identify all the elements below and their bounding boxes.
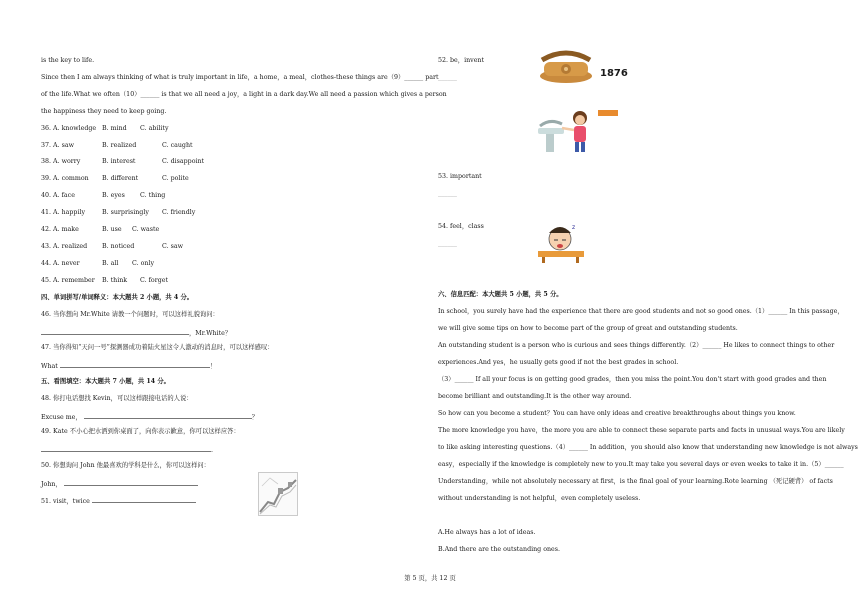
question-48-prefix: Excuse me， — [41, 414, 82, 421]
section-6-heading: 六、信息匹配：本大题共 5 小题，共 5 分。 — [438, 291, 563, 298]
question-49-suffix: . — [211, 447, 214, 454]
choice-number: 39. — [41, 175, 52, 182]
sleepy-student-image — [534, 221, 586, 263]
choice-option-b[interactable]: B. use — [102, 226, 122, 233]
choice-option-a[interactable]: A. worry — [53, 158, 81, 165]
choice-row — [41, 260, 155, 268]
choice-option-c[interactable]: C. polite — [162, 175, 189, 182]
passage-line: without understanding is not helpful，even completely useless. — [438, 495, 641, 502]
question-49-answer-line — [41, 445, 213, 455]
question-50-answer-line — [41, 479, 198, 489]
section-4-heading: 四、单词拼写/单词释义：本大题共 2 小题，共 4 分。 — [41, 294, 194, 301]
question-46-suffix: ，Mr.White？ — [189, 330, 232, 337]
section-5-heading: 五、看图填空：本大题共 7 小题，共 14 分。 — [41, 378, 170, 385]
choice-option-a[interactable]: A. remember — [53, 277, 95, 284]
passage-line: of the life.What we often（10）______ is that we all need a joy，a light in a dark day.We all need a passion which gives a person — [41, 91, 447, 98]
question-53: 53. important — [438, 173, 482, 180]
answer-blank[interactable] — [84, 412, 252, 419]
passage-line: experiences.And yes，he usually gets good if not the best grades in school. — [438, 359, 679, 366]
choice-row — [41, 142, 193, 150]
choice-option-a[interactable]: A. saw — [53, 142, 74, 149]
choice-row — [41, 277, 169, 285]
question-47: 47. 当你得知“天问一号”探测器成功着陆火星这令人激动的消息时，可以这样感叹： — [41, 344, 274, 351]
passage-line: the happiness they need to keep going. — [41, 108, 167, 115]
choice-number: 41. — [41, 209, 52, 216]
passage-line: An outstanding student is a person who is curious and sees things differently.（2）______ He likes to connect things to other — [438, 342, 835, 349]
washing-hands-image — [536, 106, 620, 154]
question-54-blank[interactable]: ______ — [438, 240, 457, 247]
choice-row — [41, 158, 205, 166]
choice-option-a[interactable]: A. face — [53, 192, 75, 199]
svg-text:z: z — [572, 224, 576, 231]
passage-line: become brilliant and outstanding.It is the other way around. — [438, 393, 632, 400]
match-option-a: A.He always has a lot of ideas. — [438, 529, 536, 536]
answer-blank[interactable] — [41, 328, 189, 335]
choice-option-a[interactable]: A. happily — [53, 209, 86, 216]
choice-option-a[interactable]: A. realized — [53, 243, 88, 250]
choice-option-c[interactable]: C. thing — [140, 192, 166, 199]
telephone-image — [538, 50, 594, 84]
choice-option-c[interactable]: C. ability — [140, 125, 169, 132]
match-option-b: B.And there are the outstanding ones. — [438, 546, 561, 553]
answer-blank[interactable] — [64, 479, 198, 486]
passage-line: In school，you surely have had the experience that there are good students and not so good ones.（1）______ In this passage， — [438, 308, 844, 315]
passage-line: Understanding，while not absolutely necessary at first，is the final goal of your learning.Rote learning （死记硬背） of facts — [438, 478, 833, 485]
choice-row — [41, 209, 196, 217]
answer-blank[interactable] — [60, 361, 210, 368]
choice-option-c[interactable]: C. forget — [140, 277, 169, 284]
choice-option-b[interactable]: B. different — [102, 175, 139, 182]
choice-option-b[interactable]: B. realized — [102, 142, 137, 149]
choice-number: 37. — [41, 142, 52, 149]
choice-option-b[interactable]: B. surprisingly — [102, 209, 149, 216]
question-48-answer-line — [41, 412, 258, 422]
choice-option-c[interactable]: C. saw — [162, 243, 183, 250]
answer-blank[interactable] — [41, 445, 214, 454]
passage-line: we will give some tips on how to become part of the group of great and outstanding students. — [438, 325, 738, 332]
choice-row — [41, 125, 169, 133]
choice-number: 45. — [41, 277, 52, 284]
question-47-suffix: ！ — [209, 363, 217, 370]
choice-option-a[interactable]: A. make — [53, 226, 79, 233]
question-46-answer-line — [41, 328, 231, 338]
passage-line: The more knowledge you have，the more you are able to connect these separate parts and facts in unusual ways.You are likely — [438, 427, 845, 434]
great-wall-image — [258, 472, 298, 516]
choice-option-c[interactable]: C. caught — [162, 142, 193, 149]
question-48: 48. 你打电话想找 Kevin，可以这样跟接电话的人说： — [41, 395, 193, 402]
passage-line: Since then I am always thinking of what is truly important in life，a home，a meal，clothes-these things are（9）______ part — [41, 74, 439, 81]
passage-line: is the key to life. — [41, 57, 95, 64]
question-51-prompt: 51. visit，twice — [41, 498, 90, 505]
choice-row — [41, 243, 183, 251]
question-47-answer-line — [41, 361, 216, 371]
answer-blank[interactable] — [92, 496, 196, 503]
question-52-blank[interactable]: ______ — [438, 74, 457, 81]
choice-option-a[interactable]: A. knowledge — [53, 125, 97, 132]
choice-option-a[interactable]: A. never — [53, 260, 80, 267]
question-46: 46. 当你想向 Mr.White 请教一个问题时，可以这样礼貌询问： — [41, 311, 219, 318]
question-50: 50. 你想询问 John 他最喜欢的学科是什么，你可以这样问： — [41, 462, 210, 469]
question-52: 52. be，invent — [438, 57, 485, 64]
choice-option-b[interactable]: B. mind — [102, 125, 127, 132]
question-48-suffix: ？ — [251, 414, 258, 421]
choice-option-b[interactable]: B. eyes — [102, 192, 125, 199]
choice-option-b[interactable]: B. think — [102, 277, 128, 284]
invention-year: 1876 — [600, 68, 628, 79]
choice-row — [41, 175, 189, 183]
passage-line: easy，especially if the knowledge is completely new to you.It may take you several days or even weeks to take it in.（5）______ — [438, 461, 844, 468]
choice-option-b[interactable]: B. all — [102, 260, 119, 267]
passage-line: （3）______ If all your focus is on getting good grades，then you miss the point.You don't start with good grades and then — [438, 376, 827, 383]
page-footer: 第 5 页，共 12 页 — [404, 575, 456, 582]
choice-number: 36. — [41, 125, 52, 132]
question-53-blank[interactable]: ______ — [438, 190, 457, 197]
choice-option-c[interactable]: C. disappoint — [162, 158, 205, 165]
choice-number: 38. — [41, 158, 52, 165]
choice-option-a[interactable]: A. common — [53, 175, 89, 182]
choice-number: 43. — [41, 243, 52, 250]
choice-number: 40. — [41, 192, 52, 199]
choice-option-b[interactable]: B. noticed — [102, 243, 135, 250]
choice-row — [41, 226, 160, 234]
question-50-prefix: John， — [41, 481, 62, 488]
passage-line: to like asking interesting questions.（4）______ In addition，you should also know that understanding new knowledge is not always — [438, 444, 858, 451]
choice-number: 44. — [41, 260, 52, 267]
choice-option-c[interactable]: C. only — [132, 260, 155, 267]
passage-line: So how can you become a student？You can have only ideas and creative breakthroughs about things you know. — [438, 410, 796, 417]
choice-option-c[interactable]: C. friendly — [162, 209, 196, 216]
question-54: 54. feel，class — [438, 223, 484, 230]
question-51 — [41, 496, 196, 506]
choice-number: 42. — [41, 226, 52, 233]
choice-option-c[interactable]: C. waste — [132, 226, 160, 233]
question-49: 49. Kate 不小心把水洒到你桌面了，向你表示歉意，你可以这样应答： — [41, 428, 240, 435]
choice-option-b[interactable]: B. interest — [102, 158, 136, 165]
question-47-prefix: What — [41, 363, 58, 370]
choice-row — [41, 192, 166, 200]
